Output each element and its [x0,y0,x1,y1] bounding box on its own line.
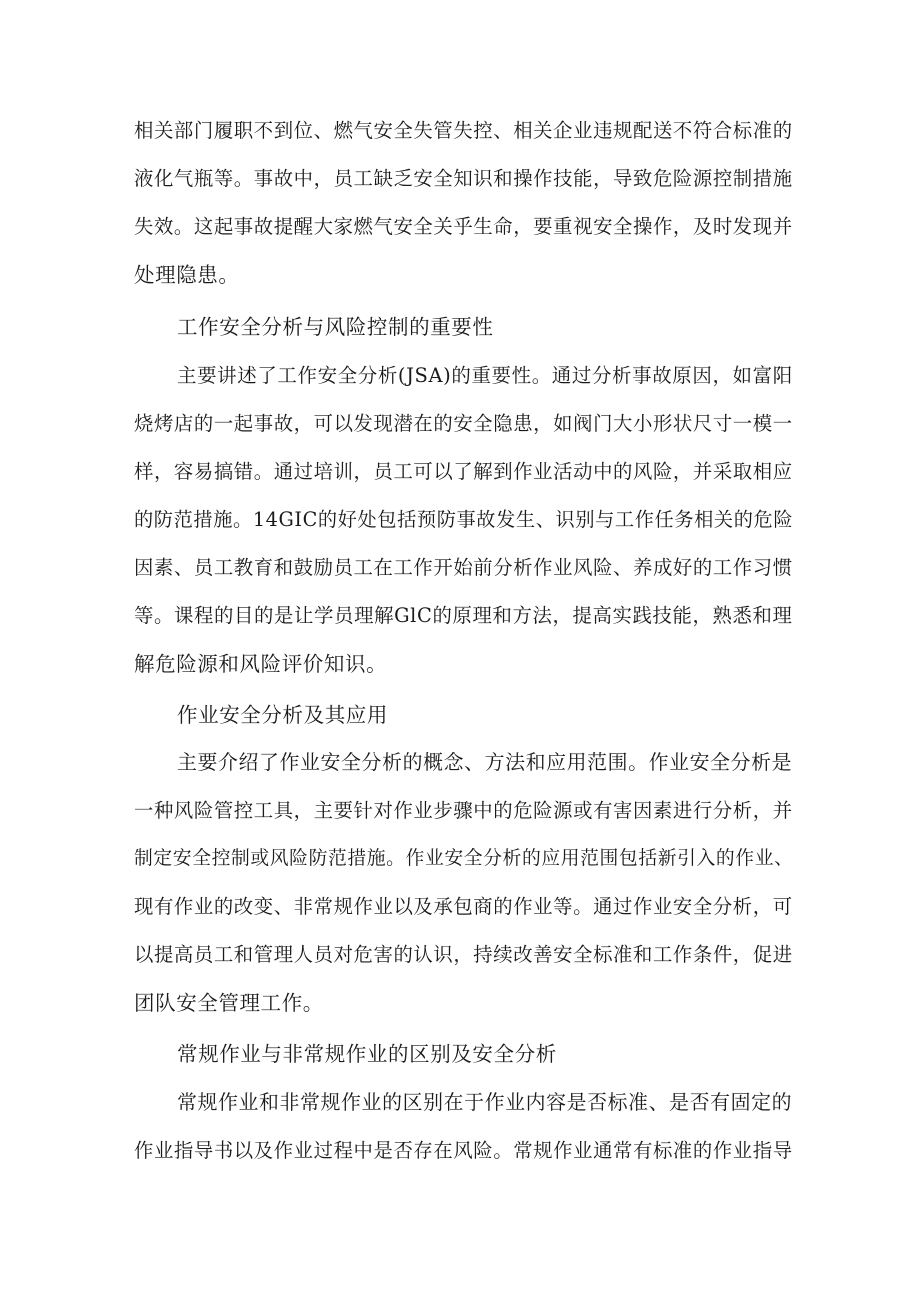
paragraph-line: 烧烤店的一起事故，可以发现潜在的安全隐患，如阀门大小形状尺寸一模一 [134,412,793,435]
paragraph-line: 因素、员工教育和鼓励员工在工作开始前分析作业风险、养成好的工作习惯 [134,556,793,579]
paragraph-line: 处理隐患。 [134,263,240,287]
paragraph-line: 以提高员工和管理人员对危害的认识，持续改善安全标准和工作条件，促进 [134,943,793,966]
paragraph-line: 解危险源和风险评价知识。 [134,652,388,676]
section-heading: 工作安全分析与风险控制的重要性 [177,315,494,339]
section-heading: 作业安全分析及其应用 [177,703,388,727]
paragraph-line: 制定安全控制或风险防范措施。作业安全分析的应用范围包括新引入的作业、 [134,848,794,869]
paragraph-line: 主要介绍了作业安全分析的概念、方法和应用范围。作业安全分析是 [177,751,793,774]
paragraph-line: 现有作业的改变、非常规作业以及承包商的作业等。通过作业安全分析，可 [134,895,793,918]
paragraph-line: 样，容易搞错。通过培训，员工可以了解到作业活动中的风险，并采取相应 [134,460,793,483]
paragraph-line: 一种风险管控工具，主要针对作业步骤中的危险源或有害因素进行分析，并 [134,799,793,822]
paragraph-line: 失效。这起事故提醒大家燃气安全关乎生命，要重视安全操作，及时发现并 [134,215,793,238]
section-heading: 常规作业与非常规作业的区别及安全分析 [177,1042,557,1066]
paragraph-line: 液化气瓶等。事故中，员工缺乏安全知识和操作技能，导致危险源控制措施 [134,167,793,190]
paragraph-line: 的防范措施。14GIC的好处包括预防事故发生、识别与工作任务相关的危险 [134,508,794,531]
paragraph-line: 作业指导书以及作业过程中是否存在风险。常规作业通常有标准的作业指导 [134,1139,793,1162]
paragraph-line: 等。课程的目的是让学员理解GlC的原理和方法，提高实践技能，熟悉和理 [134,604,793,627]
paragraph-line: 团队安全管理工作。 [134,991,324,1015]
paragraph-line: 相关部门履职不到位、燃气安全失管失控、相关企业违规配送不符合标准的 [134,119,793,142]
paragraph-line: 主要讲述了工作安全分析(JSA)的重要性。通过分析事故原因，如富阳 [177,364,793,387]
paragraph-line: 常规作业和非常规作业的区别在于作业内容是否标准、是否有固定的 [177,1091,793,1114]
